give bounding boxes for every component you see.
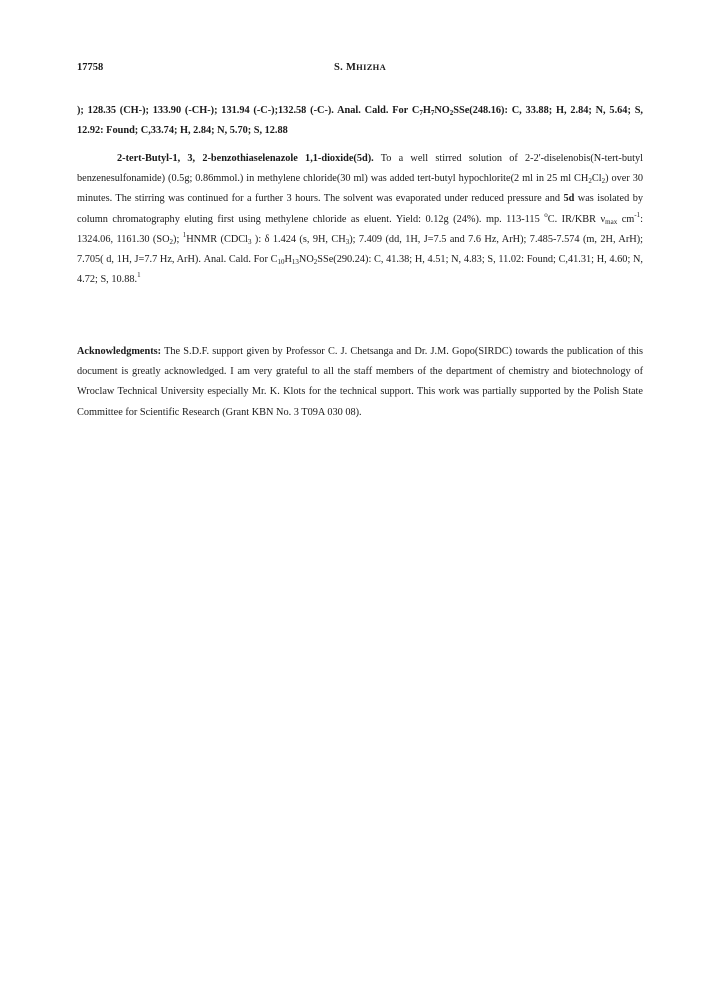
page-number: 17758 — [77, 62, 104, 73]
running-head-author: S. MHIZHA — [333, 62, 387, 73]
paragraph-nmr-continuation: ); 128.35 (CH-); 133.90 (-CH-); 131.94 (-C-);132.58 (-C-). Anal. Cald. For $C_7H_7NO_2SSe(248.16)$: C, 33.88; H, 2.84; N, 5.64; S, 12.92: Found; C,33.74; H, 2.84; N, 5.70; S, 12.88 — [77, 105, 643, 137]
compound-ref: 5d — [563, 193, 575, 205]
acknowledgments: Acknowledgments: The S.D.F. support given by Professor C. J. Chetsanga and Dr. J.M. Gopo(SIRDC) towards the publication of this document is greatly acknowledged. I am very grateful to all the staff members of the department of chemistry and biotechnology of Wroclaw Technical University especially Mr. K. Klots for the technical support. This work was partially supported by the Polish State Committee for Scientific Research (Grant KBN No. 3 T09A 030 08). — [77, 346, 643, 418]
compound-title: 2-tert-Butyl-1, 3, 2-benzothiaselenazole 1,1-dioxide(5d). — [117, 153, 374, 164]
acknowledgments-label: Acknowledgments: — [77, 346, 162, 357]
page-header — [77, 62, 643, 78]
paragraph-compound-5d: 2-tert-Butyl-1, 3, 2-benzothiaselenazole 1,1-dioxide(5d). To a well stirred solution of 2-2'-diselenobis(N-tert-butyl benzenesulfonamide) (0.5g; 0.86mmol.) in methylene chloride(30 ml) was added tert-butyl hypochlorite(2 ml in 25 ml $CH_2Cl_2$) over 30 minutes. The stirring was continued for a further 3 hours. The solvent was evaporated under reduced pressure and 5d was isolated by column chromatography eluting first using methylene chloride as eluent. Yield: 0.12g (24%). mp. 113-115 $^o$C. IR/KBR $\nu_{max}$ $cm^{-1}$: 1324.06, 1161.30 $(SO_2)$; $^1$HNMR (CDCl$_3$ ): δ 1.424 (s, 9H, $CH_3$); 7.409 (dd, 1H, J=7.5 and 7.6 Hz, ArH); 7.485-7.574 (m, 2H, ArH); 7.705( d, 1H, J=7.7 Hz, ArH). Anal. Cald. For $C_{10}H_{13}NO_2SSe(290.24)$: C, 41.38; H, 4.51; N, 4.83; S, 11.02: Found; C,41.31; H, 4.60; N, 4.72; S, 10.88.$^1$ — [77, 153, 644, 286]
reference-marker: 1 — [137, 271, 141, 280]
